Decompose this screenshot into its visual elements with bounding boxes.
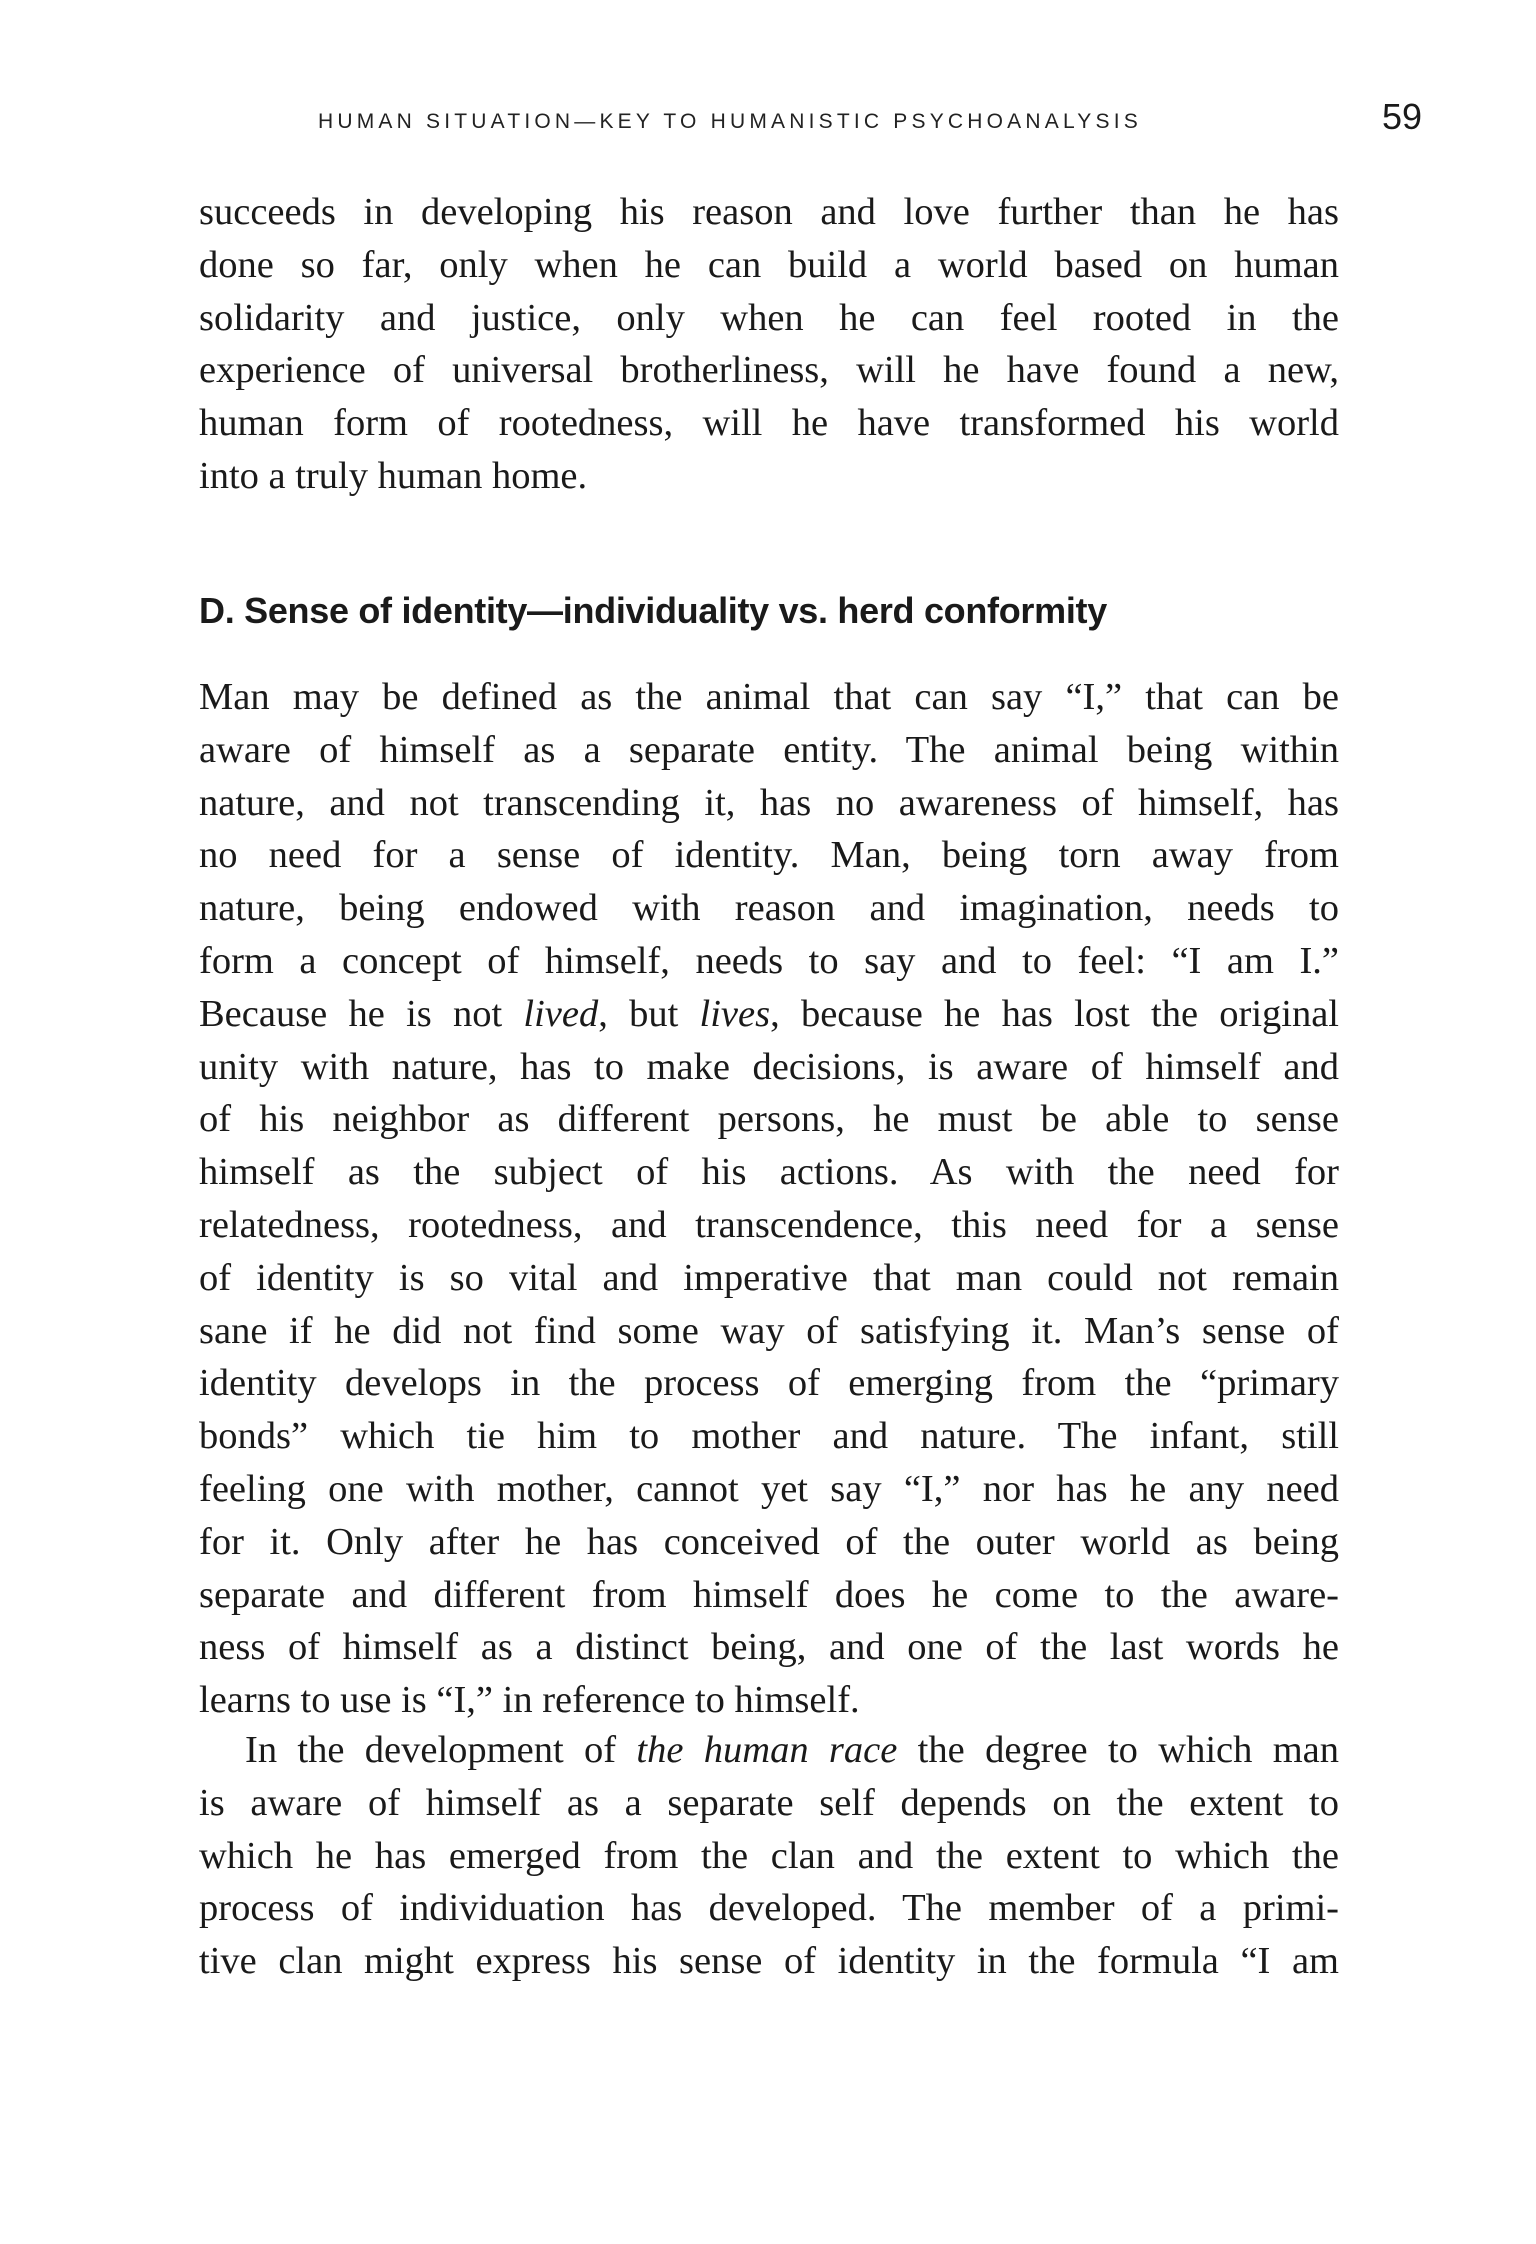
text-run: , because he has lost the original: [770, 992, 1340, 1035]
italic-phrase: the human race: [636, 1729, 898, 1771]
text-run: Because he is not: [199, 992, 524, 1035]
text-line: of his neighbor as different persons, he must be able to sense: [199, 1098, 1339, 1141]
text-line: learns to use is “I,” in reference to himself.: [199, 1679, 860, 1722]
text-line: nature, being endowed with reason and imagination, needs to: [199, 887, 1339, 930]
text-line: bonds” which tie him to mother and nature. The infant, still: [199, 1415, 1339, 1458]
page-number: 59: [1382, 96, 1423, 137]
text-run: In the development of: [245, 1729, 637, 1771]
paragraph-identity: [199, 671, 1339, 1727]
text-line: identity develops in the process of emerging from the “primary: [199, 1362, 1339, 1405]
text-line: nature, and not transcending it, has no awareness of himself, has: [199, 781, 1339, 824]
text-line: feeling one with mother, cannot yet say “I,” nor has he any need: [199, 1467, 1339, 1510]
text-line: separate and different from himself does he come to the aware-: [199, 1573, 1339, 1616]
text-line: [199, 988, 1339, 1041]
italic-word: lived: [523, 992, 599, 1035]
running-head: HUMAN SITUATION—KEY TO HUMANISTIC PSYCHOANALYSIS: [318, 110, 1142, 133]
text-line: human form of rootedness, will he have transformed his world: [199, 402, 1339, 445]
section-heading: D. Sense of identity—individuality vs. herd conformity: [199, 590, 1107, 631]
text-run: , but: [598, 992, 700, 1035]
text-line: solidarity and justice, only when he can feel rooted in the: [199, 296, 1339, 339]
text-line: sane if he did not find some way of satisfying it. Man’s sense of: [199, 1309, 1339, 1352]
intro-paragraph: [199, 186, 1339, 503]
text-line: Man may be defined as the animal that can say “I,” that can be: [199, 676, 1339, 718]
text-line: into a truly human home.: [199, 454, 588, 497]
text-line: aware of himself as a separate entity. The animal being within: [199, 728, 1339, 771]
text-line: tive clan might express his sense of identity in the formula “I am: [199, 1940, 1339, 1983]
text-line: process of individuation has developed. The member of a primi-: [199, 1887, 1339, 1930]
text-line: ness of himself as a distinct being, and one of the last words he: [199, 1626, 1339, 1669]
text-line: done so far, only when he can build a world based on human: [199, 243, 1339, 286]
italic-word: lives: [699, 992, 771, 1035]
text-line: form a concept of himself, needs to say and to feel: “I am I.”: [199, 939, 1339, 982]
text-line: for it. Only after he has conceived of the outer world as being: [199, 1520, 1339, 1563]
text-line: relatedness, rootedness, and transcendence, this need for a sense: [199, 1203, 1339, 1246]
text-run: the degree to which man: [897, 1729, 1339, 1771]
text-line: succeeds in developing his reason and love further than he has: [199, 191, 1339, 233]
text-line: [199, 1724, 1339, 1777]
text-line: which he has emerged from the clan and the extent to which the: [199, 1834, 1339, 1877]
text-line: of identity is so vital and imperative that man could not remain: [199, 1256, 1339, 1299]
text-line: himself as the subject of his actions. As with the need for: [199, 1151, 1339, 1194]
text-line: is aware of himself as a separate self depends on the extent to: [199, 1781, 1339, 1824]
text-line: no need for a sense of identity. Man, being torn away from: [199, 834, 1339, 877]
text-line: experience of universal brotherliness, will he have found a new,: [199, 349, 1339, 392]
paragraph-human-race: [199, 1724, 1339, 1988]
text-line: unity with nature, has to make decisions, is aware of himself and: [199, 1045, 1339, 1088]
